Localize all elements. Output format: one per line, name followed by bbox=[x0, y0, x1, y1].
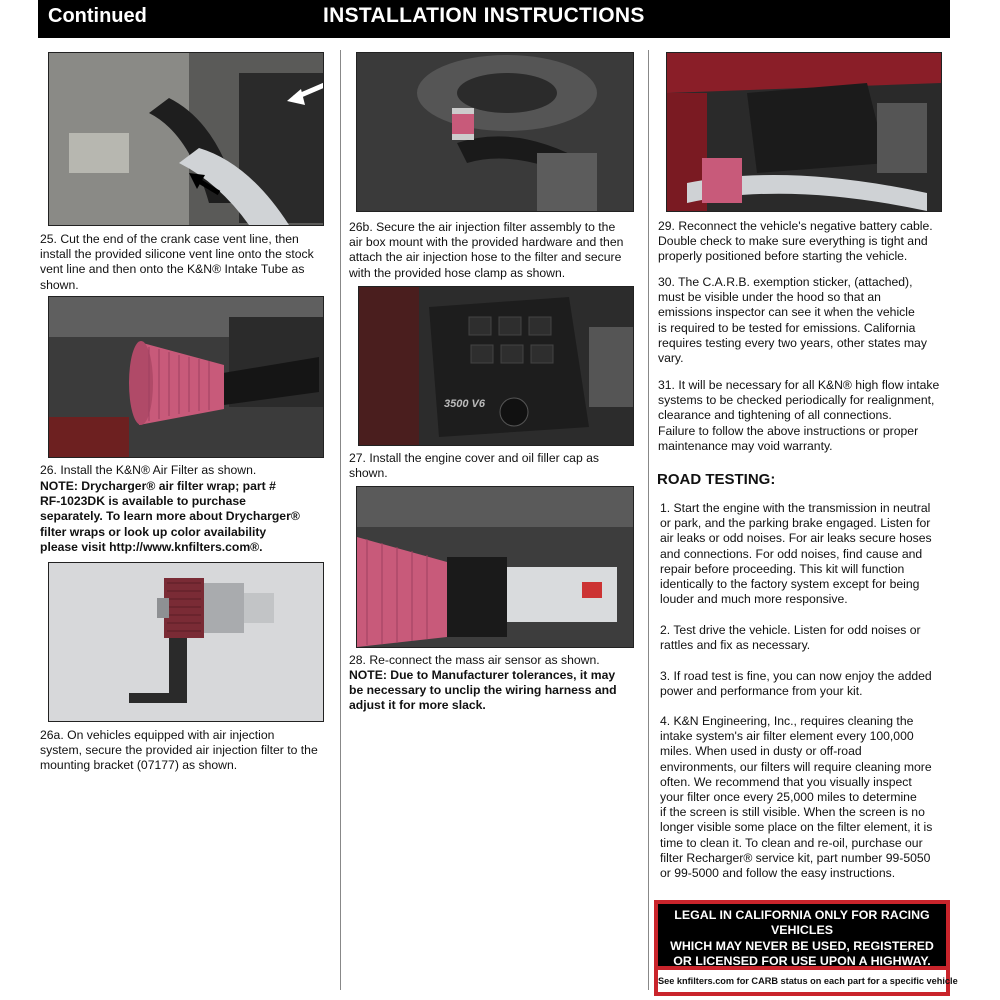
text-line: 31. It will be necessary for all K&N® high flow intake bbox=[658, 378, 940, 392]
text-line: 26a. On vehicles equipped with air injection bbox=[40, 728, 275, 742]
text-line: 2. Test drive the vehicle. Listen for odd noises or bbox=[660, 623, 921, 637]
text-line: miles. When used in dusty or off-road bbox=[660, 744, 862, 759]
road-testing-heading: ROAD TESTING: bbox=[657, 471, 776, 488]
column-divider-1 bbox=[340, 50, 341, 990]
step26-note bbox=[40, 479, 340, 555]
text-line: Failure to follow the above instructions or proper bbox=[658, 423, 919, 438]
text-line: 26b. Secure the air injection filter assembly to the bbox=[349, 220, 616, 234]
road-step2 bbox=[660, 623, 952, 653]
legal-line: WHICH MAY NEVER BE USED, REGISTERED bbox=[670, 938, 934, 953]
step29-text bbox=[658, 219, 950, 265]
legal-line: LEGAL IN CALIFORNIA ONLY FOR RACING VEHICLES bbox=[674, 908, 930, 938]
text-line: time to clean it. To clean and re-oil, purchase our bbox=[660, 835, 923, 850]
text-line: NOTE: Due to Manufacturer tolerances, it may bbox=[349, 668, 616, 682]
text-line: longer visible some place on the filter element, it is bbox=[660, 820, 933, 835]
step25-text bbox=[40, 232, 340, 293]
photo-step26a bbox=[48, 562, 324, 722]
text-line: be necessary to unclip the wiring harness and bbox=[349, 683, 617, 698]
text-line: air box mount with the provided hardware and then bbox=[349, 235, 624, 250]
text-line: clearance and tightening of all connections. bbox=[658, 408, 892, 423]
text-line: or 99-5000 and follow the easy instructions. bbox=[660, 866, 896, 881]
text-line: system, secure the provided air injection filter to the bbox=[40, 743, 318, 758]
text-line: identically to the factory system except for being bbox=[660, 577, 920, 592]
step31-text bbox=[658, 378, 950, 454]
legal-line: OR LICENSED FOR USE UPON A HIGHWAY. bbox=[673, 954, 931, 969]
page-title: INSTALLATION INSTRUCTIONS bbox=[323, 4, 645, 27]
carb-legal-notice bbox=[654, 900, 958, 996]
text-line: filter Recharger® service kit, part number 99-5050 bbox=[660, 850, 931, 865]
text-line: NOTE: Drycharger® air filter wrap; part # bbox=[40, 479, 276, 493]
text-line: or park, and the parking brake engaged. Listen for bbox=[660, 516, 931, 531]
photo-step25 bbox=[48, 52, 324, 226]
legal-warning bbox=[658, 904, 946, 969]
text-line: power and performance from your kit. bbox=[660, 684, 863, 699]
text-line: 27. Install the engine cover and oil filler cap as bbox=[349, 451, 599, 465]
photo-step28 bbox=[356, 486, 634, 648]
text-line: is required to be tested for emissions. California bbox=[658, 320, 916, 335]
text-line: Double check to make sure everything is tight and bbox=[658, 234, 928, 249]
text-line: intake system's air filter element every 100,000 bbox=[660, 729, 914, 744]
text-line: shown. bbox=[40, 277, 79, 292]
text-line: please visit http://www.knfilters.com®. bbox=[40, 539, 263, 554]
engine-badge-text: 3500 V6 bbox=[444, 398, 485, 410]
text-line: rattles and fix as necessary. bbox=[660, 638, 811, 653]
step30-text bbox=[658, 275, 950, 366]
photo-step26b bbox=[356, 52, 634, 212]
text-line: 30. The C.A.R.B. exemption sticker, (attached), bbox=[658, 275, 913, 289]
photo-step27 bbox=[358, 286, 634, 446]
text-line: 28. Re-connect the mass air sensor as shown. bbox=[349, 653, 600, 667]
text-line: 4. K&N Engineering, Inc., requires cleaning the bbox=[660, 714, 914, 728]
text-line: and connections. For odd noises, find cause and bbox=[660, 546, 923, 561]
text-line: must be visible under the hood so that an bbox=[658, 290, 881, 305]
text-line: 3. If road test is fine, you can now enjoy the added bbox=[660, 669, 932, 683]
step27-text bbox=[349, 451, 644, 481]
photo-step26 bbox=[48, 296, 324, 458]
step28-note bbox=[349, 668, 644, 714]
text-line: often. We recommend that you visually inspect bbox=[660, 774, 912, 789]
text-line: air leaks or odd noises. For air leaks secure hoses bbox=[660, 531, 932, 546]
text-line: your filter once every 25,000 miles to determine bbox=[660, 790, 917, 805]
column-divider-2 bbox=[648, 50, 649, 990]
text-line: repair before proceeding. This kit will function bbox=[660, 561, 905, 576]
text-line: if the screen is still visible. When the screen is no bbox=[660, 805, 925, 820]
road-step1 bbox=[660, 501, 952, 607]
text-line: 1. Start the engine with the transmission in neutral bbox=[660, 501, 931, 515]
text-line: 26. Install the K&N® Air Filter as shown. bbox=[40, 463, 257, 477]
text-line: environments, our filters will require cleaning more bbox=[660, 759, 932, 774]
page-header bbox=[38, 0, 950, 38]
step26-text bbox=[40, 463, 340, 478]
continued-label: Continued bbox=[48, 5, 147, 27]
step28-text bbox=[349, 653, 644, 668]
text-line: shown. bbox=[349, 466, 388, 481]
text-line: emissions inspector can see it when the vehicle bbox=[658, 305, 915, 320]
road-step4 bbox=[660, 714, 952, 881]
legal-footer: See knfilters.com for CARB status on each part for a specific vehicle bbox=[658, 970, 946, 992]
step26b-text bbox=[349, 220, 644, 281]
text-line: adjust it for more slack. bbox=[349, 698, 486, 713]
text-line: RF-1023DK is available to purchase bbox=[40, 494, 246, 509]
text-line: louder and much more responsive. bbox=[660, 592, 848, 607]
road-step3 bbox=[660, 669, 952, 699]
text-line: 29. Reconnect the vehicle's negative battery cable. bbox=[658, 219, 933, 233]
text-line: vent line and then onto the K&N® Intake Tube as bbox=[40, 262, 305, 277]
text-line: attach the air injection hose to the filter and secure bbox=[349, 250, 622, 265]
text-line: properly positioned before starting the vehicle. bbox=[658, 249, 908, 264]
step26a-text bbox=[40, 728, 340, 774]
text-line: with the provided hose clamp as shown. bbox=[349, 265, 566, 280]
photo-step29 bbox=[666, 52, 942, 212]
text-line: 25. Cut the end of the crank case vent line, then bbox=[40, 232, 299, 246]
text-line: vary. bbox=[658, 351, 684, 366]
text-line: filter wraps or look up color availability bbox=[40, 524, 267, 539]
text-line: separately. To learn more about Drycharger® bbox=[40, 509, 300, 524]
text-line: install the provided silicone vent line onto the stock bbox=[40, 247, 314, 262]
text-line: maintenance may void warranty. bbox=[658, 438, 833, 453]
text-line: systems to be checked periodically for realignment, bbox=[658, 393, 935, 408]
text-line: mounting bracket (07177) as shown. bbox=[40, 758, 238, 773]
text-line: requires testing every two years, other states may bbox=[658, 335, 927, 350]
